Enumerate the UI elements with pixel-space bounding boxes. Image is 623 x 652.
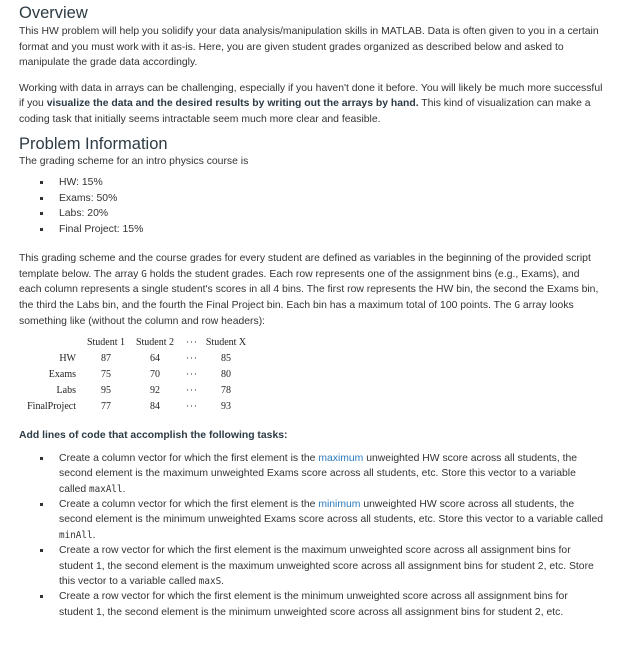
table-row bbox=[19, 351, 248, 367]
table-cell: 95 bbox=[101, 385, 111, 397]
row-header: FinalProject bbox=[27, 401, 76, 413]
task-item-4 bbox=[40, 589, 604, 620]
table-cell: 87 bbox=[101, 353, 111, 365]
task-item-1 bbox=[40, 451, 604, 497]
task-item-2 bbox=[40, 497, 604, 543]
scheme-item-final-project: Final Project: 15% bbox=[40, 222, 604, 238]
table-cell: 84 bbox=[150, 401, 160, 413]
task-1-text-a: Create a column vector for which the first element is the bbox=[59, 452, 319, 464]
table-cell: 64 bbox=[150, 353, 160, 365]
overview-heading: Overview bbox=[19, 4, 88, 22]
problem-description bbox=[19, 251, 604, 329]
task-4-text-a: Create a row vector for which the first element is the minimum unweighted score across all assignment bins for student 1, the second element is the minimum unweighted score across all assignment bins for student 2, etc. bbox=[59, 591, 568, 618]
task-1-text-b: unweighted HW score across all students, the second element is the maximum unweighted Exams score across all students, etc. Store this vector to a variable called bbox=[59, 452, 578, 495]
col-header-student-2: Student 2 bbox=[135, 337, 175, 349]
row-header: Exams bbox=[48, 369, 76, 381]
table-cell: 70 bbox=[150, 369, 160, 381]
table-cell: 93 bbox=[221, 401, 231, 413]
desc-part-a: This grading scheme and the course grades for every student are defined as variables in the beginning of the provided script template below. The array bbox=[19, 253, 591, 280]
scheme-item-exams: Exams: 50% bbox=[40, 191, 604, 207]
maximum-link[interactable]: maximum bbox=[318, 452, 364, 464]
col-header-ellipsis: ··· bbox=[186, 337, 198, 348]
table-cell: 80 bbox=[221, 369, 231, 381]
var-maxs: maxS bbox=[198, 575, 222, 587]
row-header: Labs bbox=[56, 385, 76, 397]
task-3-period: . bbox=[221, 575, 225, 587]
table-cell: 78 bbox=[221, 385, 231, 397]
task-1-period: . bbox=[122, 483, 126, 495]
grading-scheme-list bbox=[19, 175, 604, 237]
var-maxall: maxAll bbox=[89, 483, 123, 495]
col-header-student-1: Student 1 bbox=[86, 337, 126, 349]
table-cell: 75 bbox=[101, 369, 111, 381]
scheme-item-labs: Labs: 20% bbox=[40, 206, 604, 222]
problem-heading: Problem Information bbox=[19, 134, 168, 153]
table-header-row bbox=[19, 335, 248, 351]
task-3-text-a: Create a row vector for which the first element is the maximum unweighted score across all assignment bins for student 1, the second element is the maximum unweighted score across all assignment bins for student 2, etc. Store this vector to a variable called bbox=[59, 545, 594, 587]
task-list bbox=[19, 451, 604, 620]
table-row bbox=[19, 367, 248, 383]
table-cell-ellipsis: ··· bbox=[186, 385, 198, 396]
overview-p2-bold: visualize the data and the desired results by writing out the arrays by hand. bbox=[46, 98, 419, 110]
table-row bbox=[19, 399, 248, 415]
row-header: HW bbox=[59, 353, 76, 365]
problem-intro: The grading scheme for an intro physics course is bbox=[19, 155, 249, 167]
desc-var-g-2: G bbox=[514, 299, 520, 311]
table-cell-ellipsis: ··· bbox=[186, 401, 198, 412]
table-cell: 92 bbox=[150, 385, 160, 397]
task-2-text-a: Create a column vector for which the first element is the bbox=[59, 498, 319, 510]
table-row bbox=[19, 383, 248, 399]
overview-p2-start: Working with data in arrays can be challenging, especially if you haven't done it before. You will likely be much more successful if you bbox=[19, 82, 603, 110]
task-item-3 bbox=[40, 543, 604, 589]
grades-table bbox=[19, 335, 248, 415]
overview-p2-end: This kind of visualization can make a coding task that initially seems intractable seem much more clear and feasible. bbox=[19, 98, 591, 125]
task-2-text-b: unweighted HW score across all students, the second element is the minimum unweighted Exams score across all students, etc. Store this vector to a variable called bbox=[59, 498, 604, 526]
table-cell: 85 bbox=[221, 353, 231, 365]
desc-part-c: array looks something like (without the column and row headers): bbox=[19, 299, 574, 327]
corner-cell bbox=[19, 335, 82, 351]
var-minall: minAll bbox=[59, 529, 93, 541]
table-cell-ellipsis: ··· bbox=[186, 353, 198, 364]
desc-part-b: holds the student grades. Each row represents one of the assignment bins (e.g., Exams), and each column represents a single student's scores in all 4 bins. The first row represents the HW bin, the second the Exams bin, the third the Labs bin, and the fourth the Final Project bin. Each bin has a maximum total of 100 points. The bbox=[19, 268, 599, 311]
table-cell: 77 bbox=[101, 401, 111, 413]
tasks-heading: Add lines of code that accomplish the following tasks: bbox=[19, 430, 288, 442]
col-header-student-x: Student X bbox=[205, 337, 247, 349]
minimum-link[interactable]: minimum bbox=[318, 498, 361, 510]
task-2-period: . bbox=[92, 529, 96, 541]
table-cell-ellipsis: ··· bbox=[186, 369, 198, 380]
scheme-item-hw: HW: 15% bbox=[40, 175, 604, 191]
overview-paragraph-1: This HW problem will help you solidify your data analysis/manipulation skills in MATLAB. Data is often given to you in a certain format and you must work with it as-is. Here, you are given student grades organized as described below and asked to manipulate the grade data accordingly. bbox=[19, 26, 599, 69]
desc-var-g: G bbox=[141, 268, 147, 280]
overview-paragraph-2 bbox=[19, 81, 604, 128]
